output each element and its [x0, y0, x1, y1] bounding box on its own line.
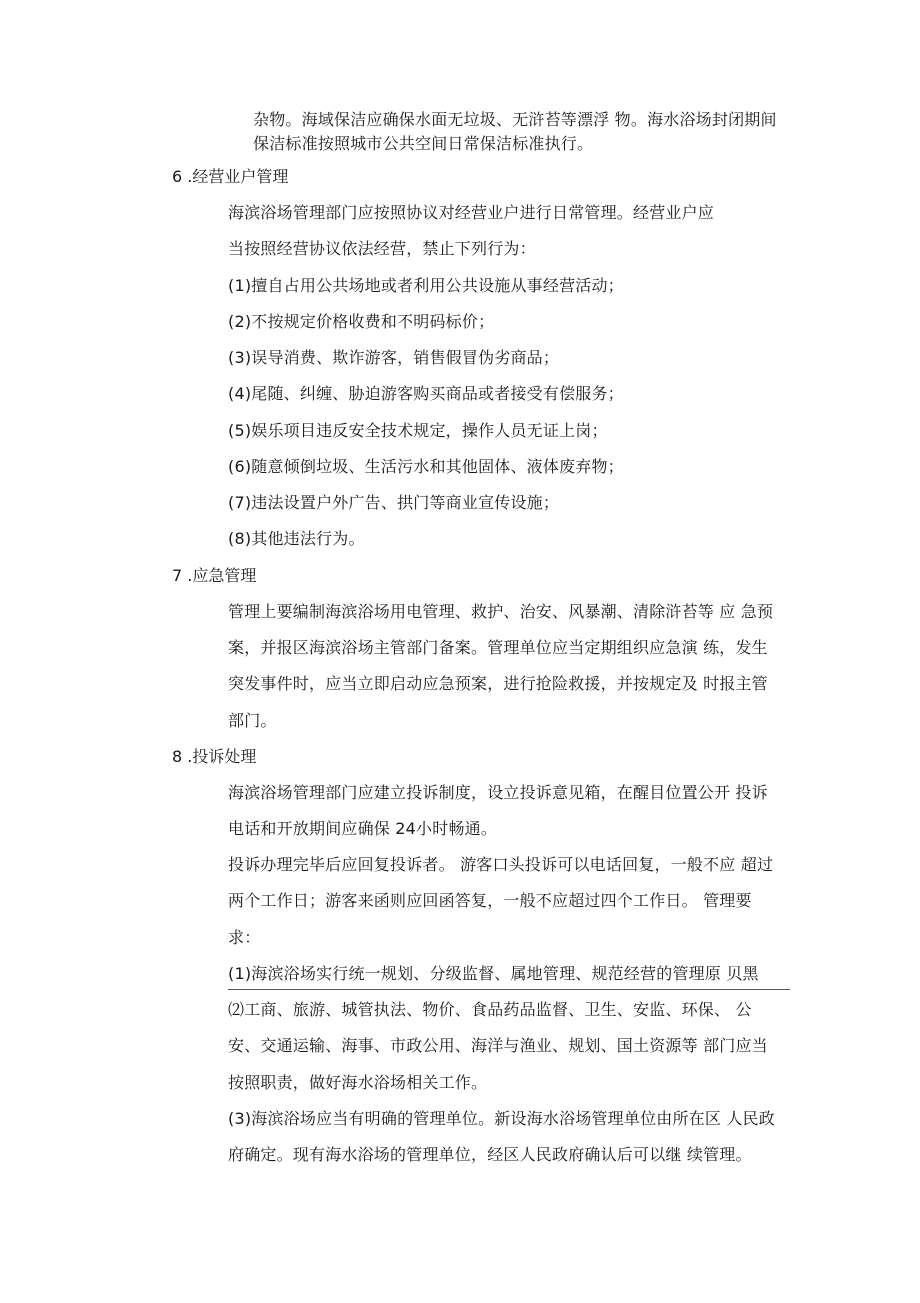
paragraph-line: 海滨浴场管理部门应按照协议对经营业户进行日常管理。经营业户应 [228, 203, 715, 222]
paragraph-line: 投诉办理完毕后应回复投诉者。 游客口头投诉可以电话回复，一般不应 超过 [228, 855, 774, 874]
divider-line [228, 989, 790, 990]
paragraph-line: 按照职责，做好海水浴场相关工作。 [228, 1073, 488, 1092]
list-item: ⑵工商、旅游、城管执法、物价、食品药品监督、卫生、安监、环保、 公 [228, 1000, 752, 1019]
list-item: (8)其他违法行为。 [228, 529, 365, 548]
list-item: (6)随意倾倒垃圾、生活污水和其他固体、液体废弃物； [228, 457, 624, 476]
list-item: (4)尾随、纠缠、胁迫游客购买商品或者接受有偿服务； [228, 384, 624, 403]
section-heading: 7 .应急管理 [172, 566, 257, 585]
paragraph-line: 电话和开放期间应确保 24小时畅通。 [228, 819, 498, 838]
list-item: (3)误导消费、欺诈游客，销售假冒伪劣商品； [228, 348, 560, 367]
section-heading: 8 .投诉处理 [172, 747, 257, 766]
paragraph-line: 海滨浴场管理部门应建立投诉制度，设立投诉意见箱，在醒目位置公开 投诉 [228, 783, 768, 802]
list-item: (5)娱乐项目违反安全技术规定，操作人员无证上岗； [228, 421, 608, 440]
section-heading: 6 .经营业户管理 [172, 167, 289, 186]
paragraph-line: 两个工作日；游客来函则应回函答复，一般不应超过四个工作日。 管理要 [228, 891, 752, 910]
list-item: (3)海滨浴场应当有明确的管理单位。新设海水浴场管理单位由所在区 人民政 [228, 1109, 775, 1128]
list-item: (2)不按规定价格收费和不明码标价； [228, 312, 495, 331]
paragraph-line: 部门。 [228, 711, 277, 730]
paragraph-line: 保洁标准按照城市公共空间日常保洁标准执行。 [253, 134, 594, 153]
paragraph-line: 案，并报区海滨浴场主管部门备案。管理单位应当定期组织应急演 练，发生 [228, 638, 768, 657]
paragraph-line: 求： [228, 928, 261, 947]
list-item: (1)海滨浴场实行统一规划、分级监督、属地管理、规范经营的管理原 贝黑 [228, 964, 759, 983]
list-item: (7)违法设置户外广告、拱门等商业宣传设施； [228, 493, 560, 512]
paragraph-line: 府确定。现有海水浴场的管理单位，经区人民政府确认后可以继 续管理。 [228, 1145, 752, 1164]
paragraph-line: 当按照经营协议依法经营，禁止下列行为： [228, 239, 536, 258]
list-item: (1)擅自占用公共场地或者利用公共设施从事经营活动； [228, 276, 624, 295]
paragraph-line: 杂物。海域保洁应确保水面无垃圾、无浒苔等漂浮 物。海水浴场封闭期间 [253, 110, 777, 129]
paragraph-line: 突发事件时，应当立即启动应急预案，进行抢险救援，并按规定及 时报主管 [228, 674, 768, 693]
paragraph-line: 管理上要编制海滨浴场用电管理、救护、治安、风暴潮、清除浒苔等 应 急预 [228, 602, 774, 621]
paragraph-line: 安、交通运输、海事、市政公用、海洋与渔业、规划、国土资源等 部门应当 [228, 1036, 768, 1055]
